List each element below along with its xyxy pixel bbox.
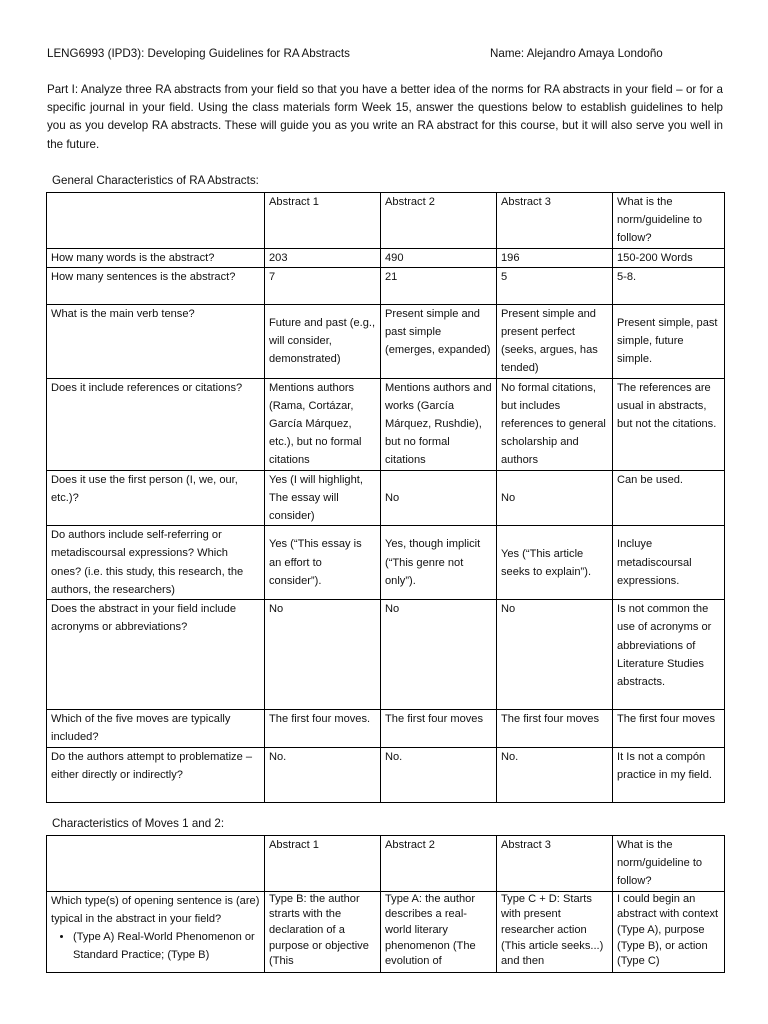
guideline-cell: 150-200 Words	[613, 248, 725, 267]
answer-cell: Type A: the author describes a real-world literary phenomenon (The evolution of	[381, 891, 497, 972]
answer-cell: Mentions authors and works (García Márquez, Rushdie), but no formal citations	[381, 378, 497, 470]
answer-cell: No.	[381, 747, 497, 802]
question-cell: How many words is the abstract?	[47, 248, 265, 267]
guideline-cell: Is not common the use of acronyms or abbreviations of Literature Studies abstracts.	[613, 600, 725, 710]
answer-cell: Type B: the author strarts with the declaration of a purpose or objective (This	[265, 891, 381, 972]
header-cell	[47, 836, 265, 892]
sentence-type-list	[51, 928, 260, 964]
answer-cell: No formal citations, but includes references to general scholarship and authors	[497, 378, 613, 470]
answer-cell: No	[381, 600, 497, 710]
header-cell: Abstract 1	[265, 193, 381, 249]
moves-characteristics-table	[46, 835, 725, 973]
table-row	[47, 378, 725, 470]
question-cell: Do authors include self-referring or metadiscoursal expressions? Which ones? (i.e. this study, this research, the authors, the researchers)	[47, 526, 265, 600]
table-row	[47, 526, 725, 600]
answer-cell: Future and past (e.g., will consider, demonstrated)	[265, 304, 381, 378]
guideline-cell: I could begin an abstract with context (Type A), purpose (Type B), or action (Type C)	[613, 891, 725, 972]
header-cell: What is the norm/guideline to follow?	[613, 193, 725, 249]
answer-cell: 7	[265, 267, 381, 304]
answer-cell: The first four moves	[381, 710, 497, 747]
answer-cell: 203	[265, 248, 381, 267]
header-cell: Abstract 3	[497, 193, 613, 249]
header-cell: Abstract 1	[265, 836, 381, 892]
opening-sentence-question: Which type(s) of opening sentence is (are) typical in the abstract in your field?	[51, 894, 260, 925]
answer-cell: No.	[497, 747, 613, 802]
answer-cell: Type C + D: Starts with present researcher action (This article seeks...) and then	[497, 891, 613, 972]
question-cell: How many sentences is the abstract?	[47, 267, 265, 304]
guideline-cell: Present simple, past simple, future simple.	[613, 304, 725, 378]
instructions-paragraph: Part I: Analyze three RA abstracts from your field so that you have a better idea of the norms for RA abstracts in your field – or for a specific journal in your field. Using the class materials form Week 15, answer the questions below to establish guidelines to help you as you develop RA abstracts. These will guide you as you write an RA abstract for this course, but it will also serve you well in the future.	[47, 83, 723, 151]
answer-cell: Yes (“This essay is an effort to consider”).	[265, 526, 381, 600]
header-cell: Abstract 2	[381, 836, 497, 892]
answer-cell: 5	[497, 267, 613, 304]
question-cell: Do the authors attempt to problematize – either directly or indirectly?	[47, 747, 265, 802]
table1-caption: General Characteristics of RA Abstracts:	[52, 174, 259, 187]
table-row	[47, 267, 725, 304]
answer-cell: Present simple and past simple (emerges, expanded)	[381, 304, 497, 378]
table-row	[47, 470, 725, 526]
table-row	[47, 304, 725, 378]
question-cell: Does it use the first person (I, we, our, etc.)?	[47, 470, 265, 526]
question-cell: Does the abstract in your field include acronyms or abbreviations?	[47, 600, 265, 710]
question-cell	[47, 891, 265, 972]
answer-cell: Yes (I will highlight, The essay will consider)	[265, 470, 381, 526]
answer-cell: No	[381, 470, 497, 526]
table-header-row	[47, 836, 725, 892]
table-row	[47, 747, 725, 802]
table2-caption: Characteristics of Moves 1 and 2:	[52, 817, 225, 830]
answer-cell: No	[497, 600, 613, 710]
question-cell: Which of the five moves are typically included?	[47, 710, 265, 747]
table-row	[47, 891, 725, 972]
answer-cell: 490	[381, 248, 497, 267]
answer-cell: The first four moves.	[265, 710, 381, 747]
guideline-cell: It Is not a compón practice in my field.	[613, 747, 725, 802]
answer-cell: No	[265, 600, 381, 710]
table-row	[47, 600, 725, 710]
guideline-cell: 5-8.	[613, 267, 725, 304]
question-cell: What is the main verb tense?	[47, 304, 265, 378]
answer-cell: 196	[497, 248, 613, 267]
answer-cell: Mentions authors (Rama, Cortázar, García Márquez, etc.), but no formal citations	[265, 378, 381, 470]
table-row	[47, 248, 725, 267]
answer-cell: No	[497, 470, 613, 526]
answer-cell: Present simple and present perfect (seeks, argues, has tended)	[497, 304, 613, 378]
student-name: Name: Alejandro Amaya Londoño	[490, 47, 663, 60]
header-cell	[47, 193, 265, 249]
table-row	[47, 710, 725, 747]
guideline-cell: Can be used.	[613, 470, 725, 526]
answer-cell: The first four moves	[497, 710, 613, 747]
header-cell: Abstract 3	[497, 836, 613, 892]
answer-cell: Yes (“This article seeks to explain”).	[497, 526, 613, 600]
table-header-row	[47, 193, 725, 249]
list-item: • (Type A) Real-World Phenomenon or Standard Practice; (Type B)	[73, 928, 260, 964]
guideline-cell: The first four moves	[613, 710, 725, 747]
answer-cell: Yes, though implicit (“This genre not only”).	[381, 526, 497, 600]
general-characteristics-table	[46, 192, 725, 803]
header-cell: What is the norm/guideline to follow?	[613, 836, 725, 892]
guideline-cell: The references are usual in abstracts, but not the citations.	[613, 378, 725, 470]
question-cell: Does it include references or citations?	[47, 378, 265, 470]
guideline-cell: Incluye metadiscoursal expressions.	[613, 526, 725, 600]
answer-cell: No.	[265, 747, 381, 802]
header-cell: Abstract 2	[381, 193, 497, 249]
answer-cell: 21	[381, 267, 497, 304]
course-title: LENG6993 (IPD3): Developing Guidelines for RA Abstracts	[47, 47, 350, 60]
